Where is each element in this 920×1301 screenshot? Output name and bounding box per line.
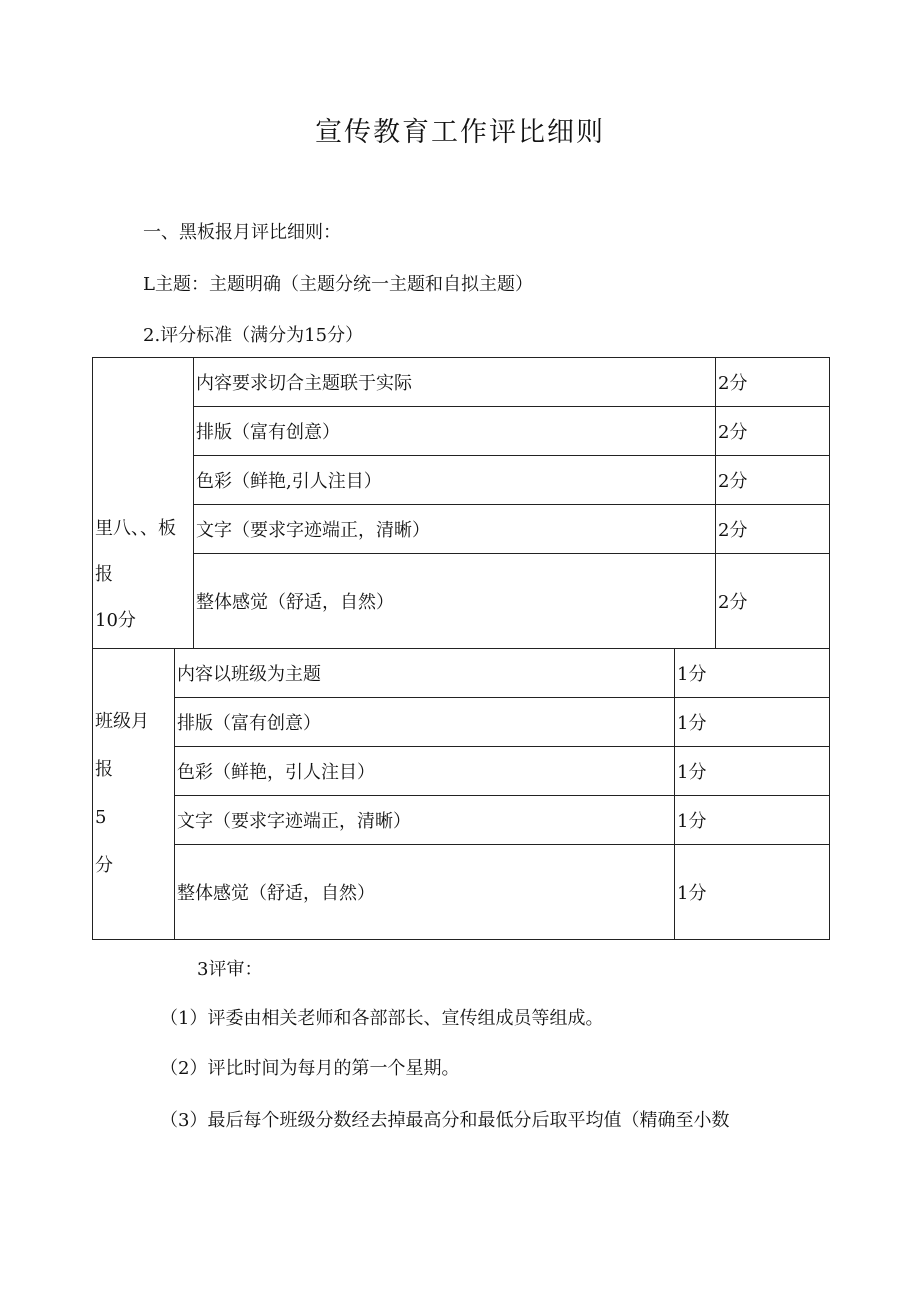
table-row [93,407,830,456]
criteria-cell: 整体感觉（舒适，自然） [175,845,675,940]
category-line: 分 [95,855,113,876]
section-heading: 一、黑板报月评比细则： [143,222,341,243]
criteria-cell: 色彩（鲜艳，引人注目） [175,747,675,796]
theme-rule: L主题：主题明确（主题分统一主题和自拟主题） [143,274,533,295]
table-row [93,845,830,940]
criteria-cell: 内容以班级为主题 [175,649,675,698]
table-row [93,505,830,554]
criteria-cell: 文字（要求字迹端正，清晰） [175,796,675,845]
category-line: 报 [95,759,113,780]
category-line: 里八、、板 [95,518,176,539]
score-cell: 1分 [675,796,830,845]
category-line: 报 [95,564,113,585]
review-heading: 3评审： [197,959,263,980]
score-cell: 2分 [716,407,830,456]
criteria-cell: 色彩（鲜艳,引人注目） [194,456,716,505]
criteria-cell: 内容要求切合主题联于实际 [194,358,716,407]
score-cell: 1分 [675,747,830,796]
table-row [93,747,830,796]
score-cell: 1分 [675,698,830,747]
review-item-2: （2）评比时间为每月的第一个星期。 [160,1058,460,1079]
category-line: 班级月 [95,711,149,732]
score-cell: 1分 [675,649,830,698]
blackboard-score-table [92,357,830,649]
table-row [93,456,830,505]
page-title: 宣传教育工作评比细则 [315,117,605,148]
criteria-cell: 排版（富有创意） [194,407,716,456]
score-cell: 2分 [716,505,830,554]
table-row [93,554,830,649]
score-cell: 1分 [675,845,830,940]
review-item-1: （1）评委由相关老师和各部部长、宣传组成员等组成。 [160,1008,604,1029]
category-line: 5 [95,807,107,828]
table-row [93,796,830,845]
criteria-cell: 文字（要求字迹端正，清晰） [194,505,716,554]
category-cell [93,649,175,940]
scoring-standard: 2.评分标准（满分为15分） [143,325,364,346]
category-cell [93,358,194,649]
category-line: 10分 [95,610,136,631]
table-row [93,698,830,747]
table-row [93,358,830,407]
review-item-3: （3）最后每个班级分数经去掉最高分和最低分后取平均值（精确至小数 [160,1110,730,1131]
class-report-score-table [92,648,830,940]
score-cell: 2分 [716,554,830,649]
table-row [93,649,830,698]
criteria-cell: 排版（富有创意） [175,698,675,747]
score-cell: 2分 [716,358,830,407]
criteria-cell: 整体感觉（舒适，自然） [194,554,716,649]
score-cell: 2分 [716,456,830,505]
